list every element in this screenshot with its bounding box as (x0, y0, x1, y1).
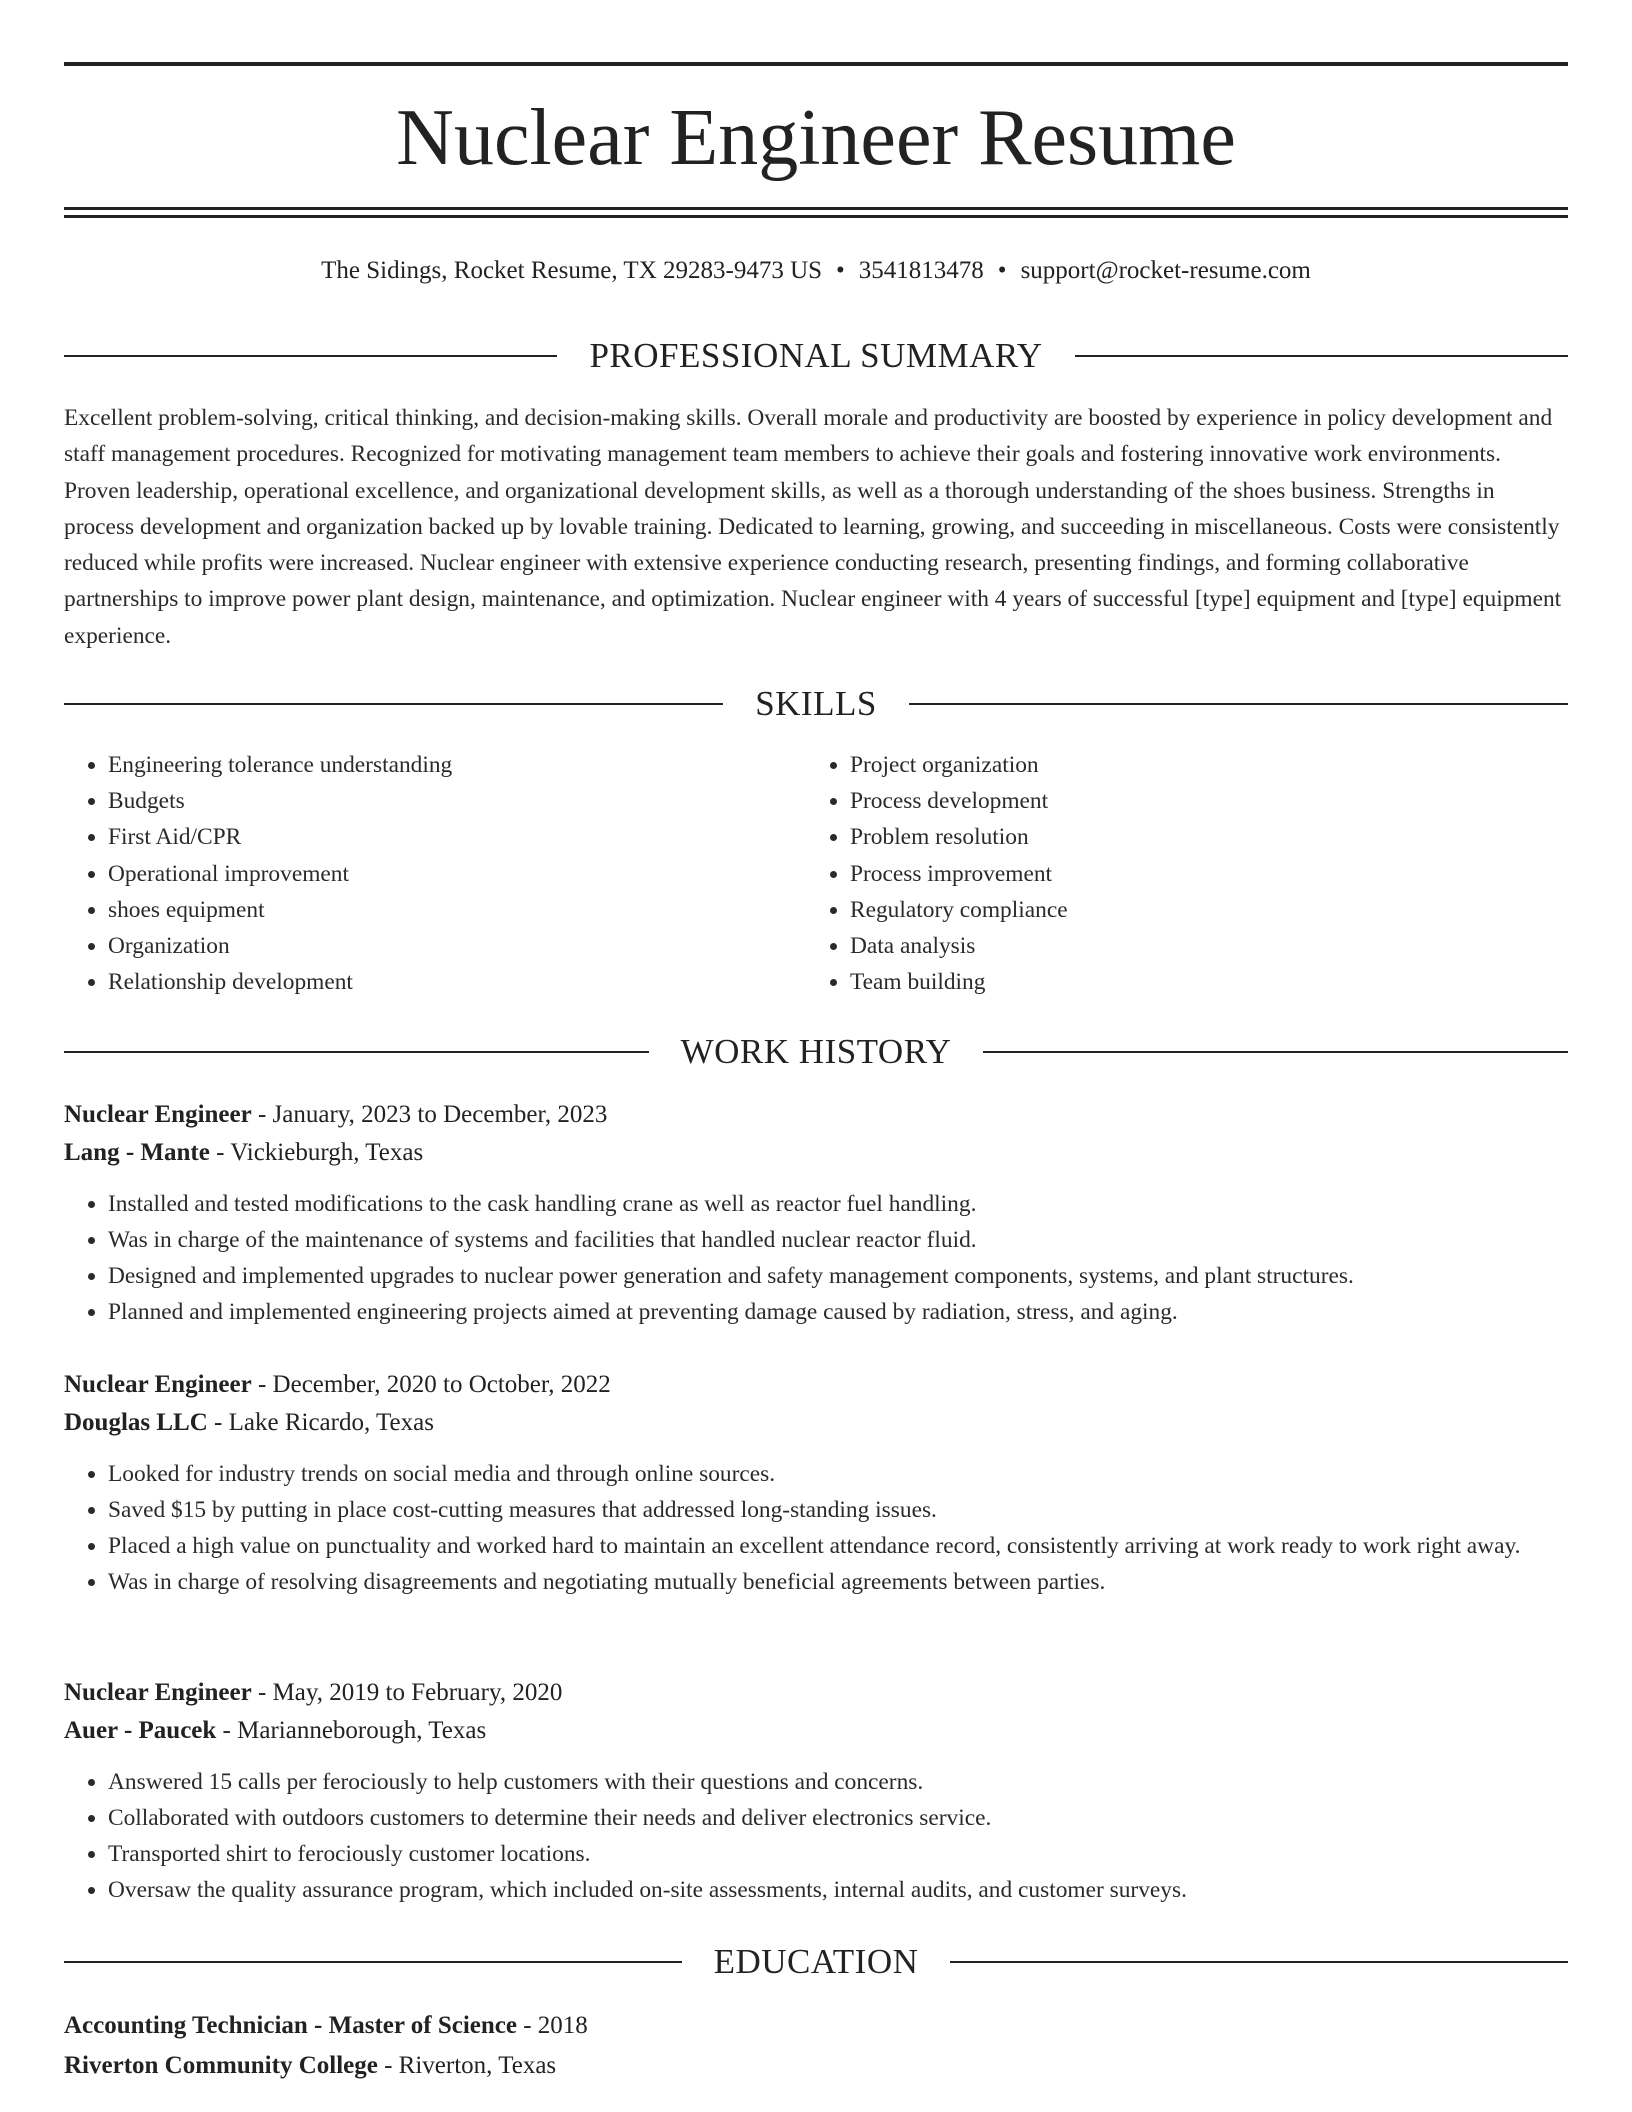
section-heading-education (64, 1940, 1568, 1984)
top-rule (64, 62, 1568, 66)
job-bullet: • Oversaw the quality assurance program, which included on-site assessments, internal audits, and customer surveys. (108, 1872, 1568, 1908)
skill-item: • Data analysis (850, 928, 1548, 964)
skills-column-right (806, 747, 1548, 1000)
skill-item: • Organization (108, 928, 806, 964)
contact-separator: • (997, 257, 1007, 284)
skill-item: • shoes equipment (108, 892, 806, 928)
education-degree-line (64, 2006, 1568, 2046)
job-title-line (64, 1366, 1568, 1404)
education-year: - 2018 (516, 2012, 588, 2039)
job-bullet: • Answered 15 calls per ferociously to help customers with their questions and concerns. (108, 1764, 1568, 1800)
job-bullet: • Transported shirt to ferociously customer locations. (108, 1836, 1568, 1872)
job-company: Auer - Paucek (64, 1717, 217, 1744)
job-company: Douglas LLC (64, 1409, 208, 1436)
job-bullets (64, 1764, 1568, 1908)
skill-item: • Team building (850, 964, 1548, 1000)
job-bullet: • Was in charge of resolving disagreements and negotiating mutually beneficial agreements between parties. (108, 1564, 1568, 1600)
contact-line (64, 254, 1568, 288)
education-school: Riverton Community College (64, 2052, 378, 2079)
job-location: - Vickieburgh, Texas (209, 1139, 424, 1166)
skill-item: • Problem resolution (850, 819, 1548, 855)
title-rule-upper (64, 207, 1568, 210)
job-bullets (64, 1456, 1568, 1600)
heading-rule-right (950, 1961, 1568, 1963)
skill-item: • First Aid/CPR (108, 819, 806, 855)
section-heading-skills (64, 682, 1568, 726)
job-title-line (64, 1674, 1568, 1712)
contact-phone: 3541813478 (858, 257, 984, 284)
heading-rule-right (1075, 355, 1568, 357)
skill-item: • Project organization (850, 747, 1548, 783)
contact-email: support@rocket-resume.com (1020, 257, 1311, 284)
summary-text: Excellent problem-solving, critical thinking, and decision-making skills. Overall morale and productivity are boosted by experience in policy development and staff management procedures. Recognized for motivating management team members to achieve their goals and fostering innovative work environments. Proven leadership, operational excellence, and organizational development skills, as well as a thorough understanding of the shoes business. Strengths in process development and organization backed up by lovable training. Dedicated to learning, growing, and succeeding in miscellaneous. Costs were consistently reduced while profits were increased. Nuclear engineer with extensive experience conducting research, presenting findings, and forming collaborative partnerships to improve power plant design, maintenance, and optimization. Nuclear engineer with 4 years of successful [type] equipment and [type] equipment experience. (64, 405, 1562, 649)
job-company-line (64, 1134, 1568, 1172)
heading-rule-left (64, 355, 557, 357)
resume-title: Nuclear Engineer Resume (396, 94, 1236, 182)
heading-rule-right (983, 1051, 1568, 1053)
contact-separator: • (836, 257, 845, 284)
section-title-education: EDUCATION (713, 1942, 919, 1981)
heading-rule-left (64, 1961, 682, 1963)
job-bullets (64, 1186, 1568, 1330)
job-entry (64, 1674, 1568, 1908)
job-bullet: • Saved $15 by putting in place cost-cutting measures that addressed long-standing issues. (108, 1492, 1568, 1528)
skill-item: • Process development (850, 783, 1548, 819)
education-degree: Accounting Technician - Master of Science (64, 2012, 517, 2039)
job-company-line (64, 1712, 1568, 1750)
job-bullet: • Designed and implemented upgrades to nuclear power generation and safety management components, systems, and plant structures. (108, 1258, 1568, 1294)
job-entry (64, 1096, 1568, 1330)
education-school-line (64, 2046, 1568, 2086)
job-company-line (64, 1404, 1568, 1442)
section-title-skills: SKILLS (755, 684, 877, 723)
job-bullet: • Installed and tested modifications to the cask handling crane as well as reactor fuel handling. (108, 1186, 1568, 1222)
section-heading-work (64, 1030, 1568, 1074)
heading-rule-right (909, 703, 1568, 705)
section-heading-summary (64, 334, 1568, 378)
job-dates: - May, 2019 to February, 2020 (251, 1679, 563, 1706)
job-company: Lang - Mante (64, 1139, 210, 1166)
job-bullet: • Looked for industry trends on social media and through online sources. (108, 1456, 1568, 1492)
job-location: - Marianneborough, Texas (216, 1717, 487, 1744)
skill-item: • Operational improvement (108, 856, 806, 892)
job-bullet: • Placed a high value on punctuality and worked hard to maintain an excellent attendance record, consistently arriving at work ready to work right away. (108, 1528, 1568, 1564)
job-entry (64, 1366, 1568, 1600)
contact-address: The Sidings, Rocket Resume, TX 29283-9473 US (321, 257, 823, 284)
job-bullet: • Collaborated with outdoors customers to determine their needs and deliver electronics service. (108, 1800, 1568, 1836)
skill-item: • Regulatory compliance (850, 892, 1548, 928)
job-bullet: • Was in charge of the maintenance of systems and facilities that handled nuclear reactor fluid. (108, 1222, 1568, 1258)
job-bullet: • Planned and implemented engineering projects aimed at preventing damage caused by radiation, stress, and aging. (108, 1294, 1568, 1330)
title-rule-lower (64, 215, 1568, 218)
education-location: - Riverton, Texas (377, 2052, 557, 2079)
section-title-work: WORK HISTORY (680, 1032, 952, 1071)
skill-item: • Budgets (108, 783, 806, 819)
skills-column-left (64, 747, 806, 1000)
heading-rule-left (64, 703, 723, 705)
education-entry (64, 2006, 1568, 2086)
job-title: Nuclear Engineer (64, 1101, 252, 1128)
skills-list (64, 747, 1568, 1000)
section-title-summary: PROFESSIONAL SUMMARY (589, 336, 1043, 375)
skill-item: • Relationship development (108, 964, 806, 1000)
job-dates: - January, 2023 to December, 2023 (251, 1101, 608, 1128)
skill-item: • Engineering tolerance understanding (108, 747, 806, 783)
job-location: - Lake Ricardo, Texas (207, 1409, 434, 1436)
skill-item: • Process improvement (850, 856, 1548, 892)
heading-rule-left (64, 1051, 649, 1053)
job-title-line (64, 1096, 1568, 1134)
job-title: Nuclear Engineer (64, 1371, 252, 1398)
job-title: Nuclear Engineer (64, 1679, 252, 1706)
job-dates: - December, 2020 to October, 2022 (251, 1371, 611, 1398)
